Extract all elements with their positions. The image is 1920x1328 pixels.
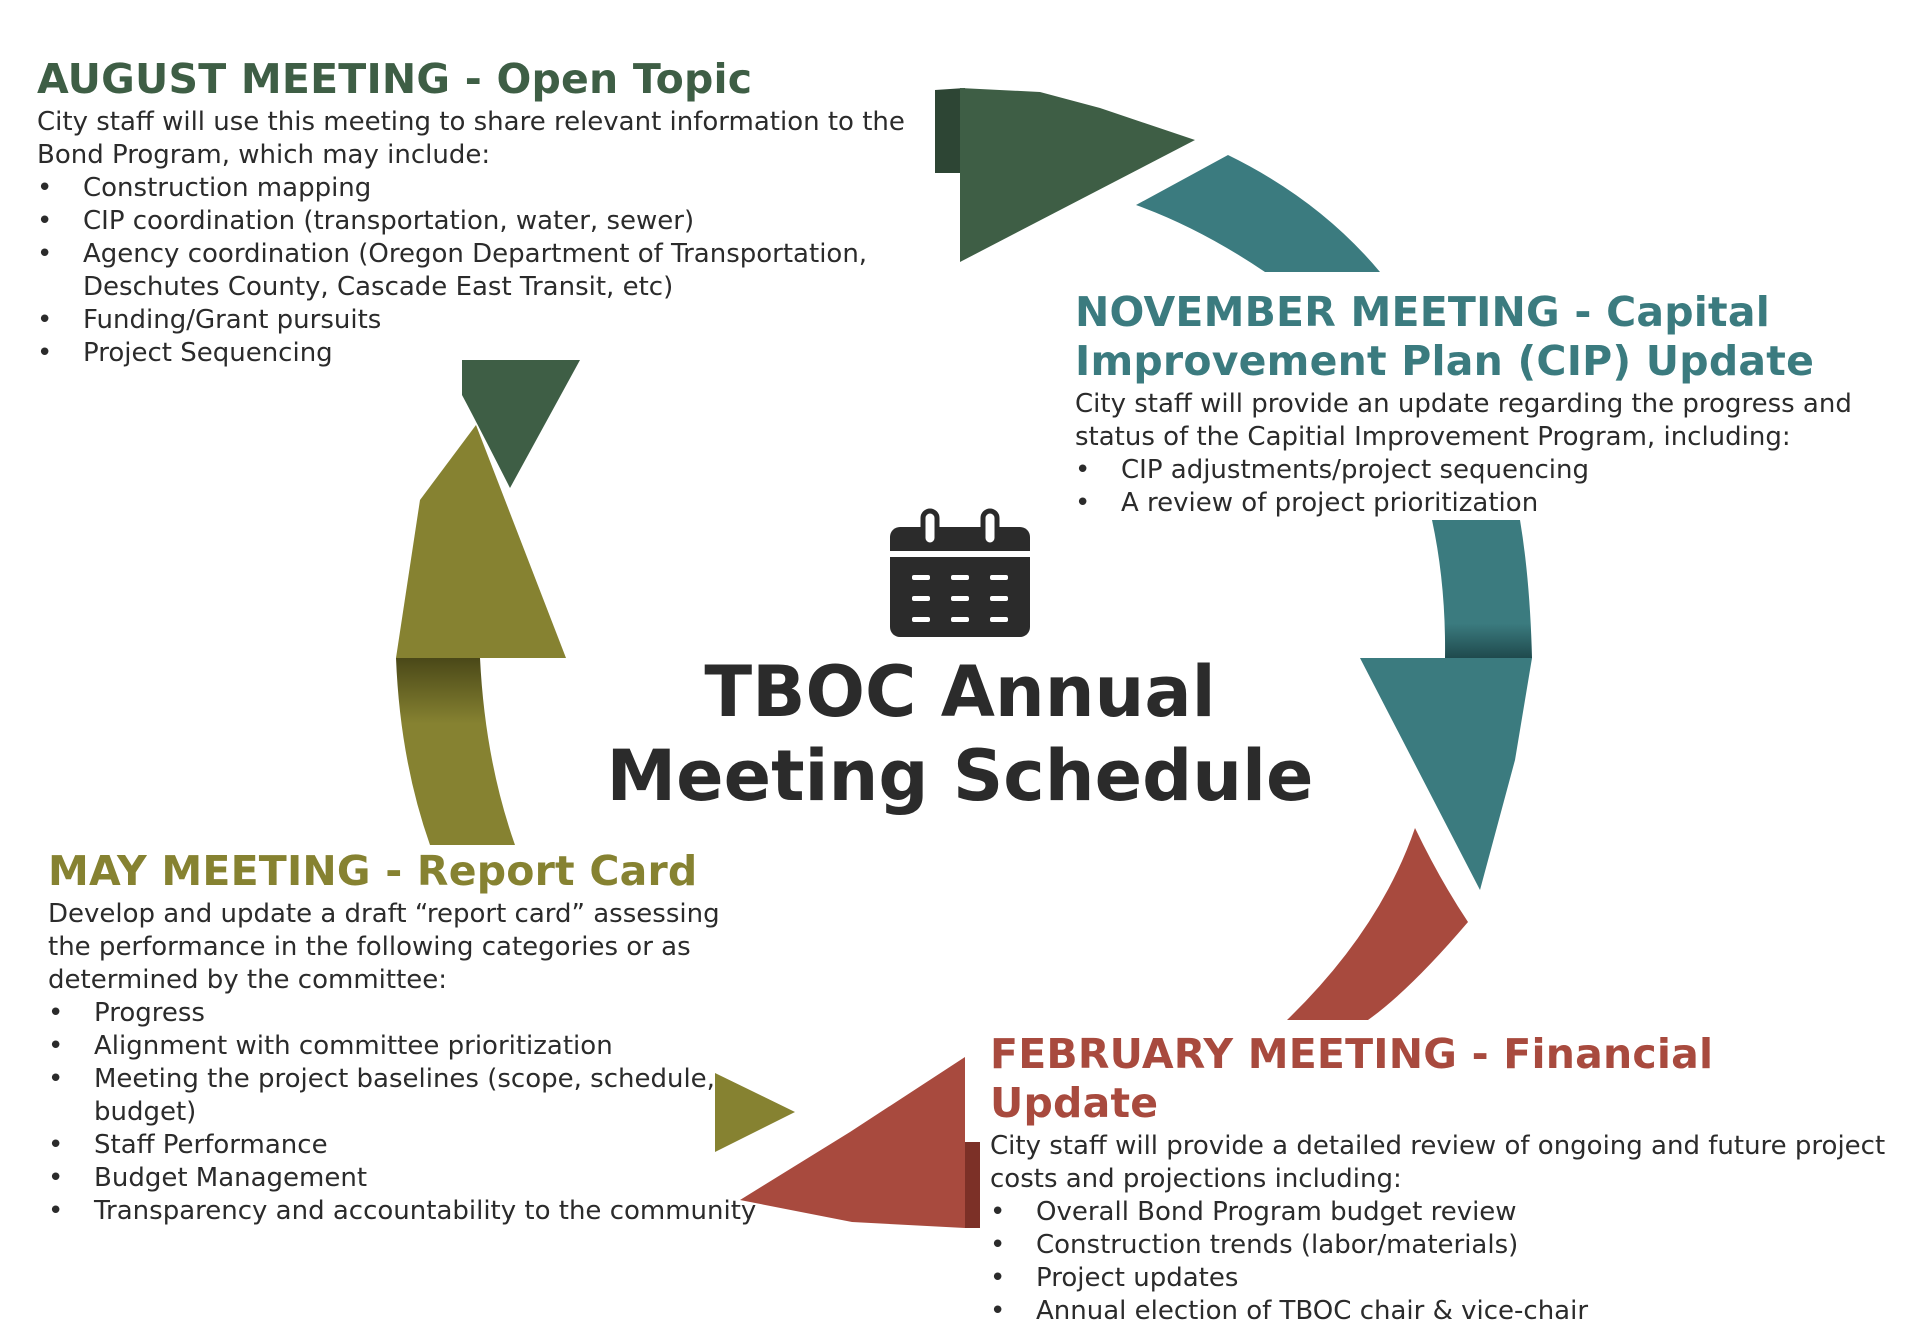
bullet: • [48, 1163, 64, 1193]
may-title: MAY MEETING - Report Card [48, 847, 698, 895]
list-item-text: Project updates [1036, 1263, 1239, 1293]
list-item-text: Agency coordination (Oregon Department of Transportation, Deschutes County, Cascade East Transit, etc) [83, 239, 868, 302]
list-item [990, 1196, 1890, 1229]
list-item-text: Staff Performance [94, 1130, 328, 1160]
list-item-text: Project Sequencing [83, 338, 333, 368]
list-item [48, 1030, 768, 1063]
february-title: FEBRUARY MEETING - Financial Update [990, 1030, 1714, 1127]
may-intro: Develop and update a draft “report card” assessing the performance in the following categories or as determined by the committee: [48, 899, 720, 995]
february-arrow [740, 1057, 980, 1228]
bullet: • [48, 998, 64, 1028]
list-item [1075, 454, 1915, 487]
may-arrow [396, 425, 566, 845]
list-item [990, 1229, 1890, 1262]
list-item-text: Budget Management [94, 1163, 368, 1193]
november-meeting-block [1075, 288, 1915, 520]
august-list [37, 172, 957, 370]
november-title: NOVEMBER MEETING - Capital Improvement Plan (CIP) Update [1075, 288, 1815, 385]
list-item [37, 205, 957, 238]
bullet: • [48, 1064, 64, 1094]
august-title: AUGUST MEETING - Open Topic [37, 55, 753, 103]
list-item-text: Meeting the project baselines (scope, schedule, budget) [94, 1064, 715, 1127]
bullet: • [48, 1196, 64, 1226]
list-item [990, 1295, 1890, 1328]
bullet: • [990, 1230, 1006, 1260]
bullet: • [37, 206, 53, 236]
center-title [560, 650, 1360, 818]
list-item-text: Construction mapping [83, 173, 372, 203]
november-arrow [1360, 520, 1532, 890]
list-item [37, 238, 957, 304]
list-item [37, 304, 957, 337]
bullet: • [990, 1296, 1006, 1326]
november-list [1075, 454, 1915, 520]
list-item-text: CIP adjustments/project sequencing [1121, 455, 1589, 485]
bullet: • [1075, 455, 1091, 485]
february-intro: City staff will provide a detailed review of ongoing and future project costs and projections including: [990, 1131, 1886, 1194]
bullet: • [48, 1031, 64, 1061]
bullet: • [990, 1263, 1006, 1293]
bullet: • [990, 1197, 1006, 1227]
may-meeting-block [48, 847, 768, 1228]
list-item-text: Alignment with committee prioritization [94, 1031, 613, 1061]
list-item-text: Construction trends (labor/materials) [1036, 1230, 1519, 1260]
bullet: • [1075, 488, 1091, 518]
calendar-icon [885, 505, 1035, 640]
bullet: • [37, 173, 53, 203]
february-arrow-tail [1287, 828, 1468, 1020]
list-item [37, 337, 957, 370]
february-list [990, 1196, 1890, 1328]
list-item-text: Funding/Grant pursuits [83, 305, 382, 335]
bullet: • [37, 305, 53, 335]
may-list [48, 997, 768, 1228]
list-item [48, 1129, 768, 1162]
bullet: • [37, 338, 53, 368]
february-meeting-block [990, 1030, 1890, 1328]
list-item-text: Transparency and accountability to the community [94, 1196, 757, 1226]
list-item [48, 1195, 768, 1228]
list-item [48, 1162, 768, 1195]
august-meeting-block [37, 55, 957, 370]
list-item [48, 1063, 768, 1129]
list-item [990, 1262, 1890, 1295]
november-arrow-tail [1136, 155, 1380, 272]
center-title-line1: TBOC Annual [704, 651, 1216, 733]
november-intro: City staff will provide an update regarding the progress and status of the Capitial Improvement Program, including: [1075, 389, 1852, 452]
center-title-line2: Meeting Schedule [606, 735, 1314, 817]
list-item-text: Overall Bond Program budget review [1036, 1197, 1517, 1227]
list-item [37, 172, 957, 205]
list-item [48, 997, 768, 1030]
august-intro: City staff will use this meeting to share relevant information to the Bond Program, which may include: [37, 107, 905, 170]
bullet: • [48, 1130, 64, 1160]
list-item-text: Progress [94, 998, 205, 1028]
august-arrow [935, 88, 1195, 262]
bullet: • [37, 239, 53, 269]
list-item-text: CIP coordination (transportation, water, sewer) [83, 206, 695, 236]
list-item-text: Annual election of TBOC chair & vice-chair [1036, 1296, 1589, 1326]
list-item-text: A review of project prioritization [1121, 488, 1539, 518]
list-item [1075, 487, 1915, 520]
